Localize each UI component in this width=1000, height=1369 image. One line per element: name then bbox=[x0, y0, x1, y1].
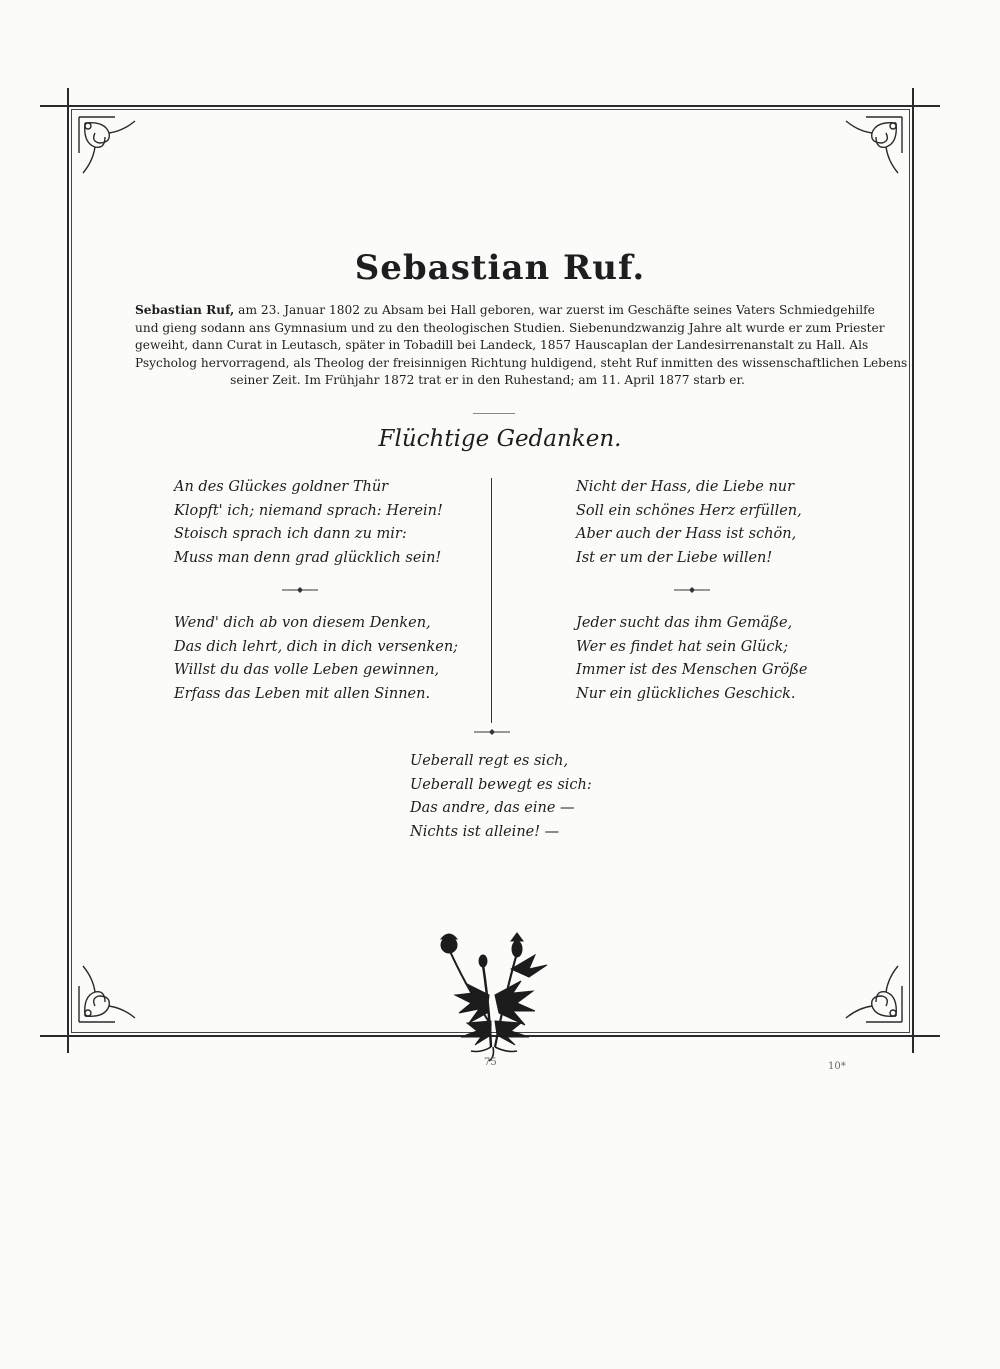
stanza-separator-icon bbox=[472, 728, 512, 736]
poem-stanza bbox=[576, 476, 802, 570]
author-title: Sebastian Ruf. bbox=[354, 248, 646, 288]
poem-line: An des Glückes goldner Thür bbox=[174, 479, 389, 495]
thistle-vignette-icon bbox=[425, 925, 565, 1065]
poem-stanza bbox=[174, 476, 443, 570]
border-extension-top bbox=[40, 105, 940, 107]
poem-line: Ueberall bewegt es sich: bbox=[410, 776, 592, 793]
poem-line: Immer ist des Menschen Größe bbox=[576, 662, 808, 678]
poem-title: Flüchtige Gedanken. bbox=[378, 426, 622, 452]
border-extension-right bbox=[912, 88, 914, 1053]
poem-line: Wend' dich ab von diesem Denken, bbox=[174, 615, 431, 631]
bio-line bbox=[135, 302, 875, 320]
poem-line: Klopft' ich; niemand sprach: Herein! bbox=[174, 502, 443, 519]
bio-author-name: Sebastian Ruf, bbox=[135, 303, 235, 317]
bio-line: seiner Zeit. Im Frühjahr 1872 trat er in den Ruhestand; am 11. April 1877 starb er. bbox=[230, 373, 745, 388]
poem-line: Muss man denn grad glücklich sein! bbox=[174, 549, 442, 566]
poem-line: Nicht der Hass, die Liebe nur bbox=[576, 479, 795, 495]
column-divider bbox=[491, 478, 492, 723]
poem-line: Wer es findet hat sein Glück; bbox=[576, 638, 789, 655]
poem-line: Das andre, das eine — bbox=[410, 800, 575, 816]
poem-line: Jeder sucht das ihm Gemäße, bbox=[576, 615, 793, 631]
bio-line-text: am 23. Januar 1802 zu Absam bei Hall geboren, war zuerst im Geschäfte seines Vaters Schmiedgehilfe bbox=[234, 303, 875, 317]
poem-line: Stoisch sprach ich dann zu mir: bbox=[174, 526, 407, 542]
corner-ornament-icon bbox=[75, 113, 145, 183]
bio-line: Psycholog hervorragend, als Theolog der freisinnigen Richtung huldigend, steht Ruf inmitten des wissenschaftlichen Lebens bbox=[135, 355, 908, 370]
poem-line: Nichts ist alleine! — bbox=[410, 823, 560, 840]
poem-line: Ueberall regt es sich, bbox=[410, 753, 569, 769]
signature-mark: 10* bbox=[828, 1061, 846, 1072]
poem-line: Ist er um der Liebe willen! bbox=[576, 549, 773, 566]
poem-line: Aber auch der Hass ist schön, bbox=[576, 526, 797, 542]
poem-stanza bbox=[174, 612, 458, 706]
section-divider bbox=[473, 413, 515, 414]
border-extension-left bbox=[67, 88, 69, 1053]
page-number: 75 bbox=[484, 1057, 497, 1068]
stanza-separator-icon bbox=[280, 586, 320, 594]
stanza-separator-icon bbox=[672, 586, 712, 594]
corner-ornament-icon bbox=[836, 956, 906, 1026]
poem-stanza bbox=[410, 750, 592, 844]
poem-line: Soll ein schönes Herz erfüllen, bbox=[576, 502, 802, 519]
corner-ornament-icon bbox=[75, 956, 145, 1026]
poem-line: Willst du das volle Leben gewinnen, bbox=[174, 662, 440, 678]
biography-paragraph bbox=[135, 302, 908, 390]
bio-line: und gieng sodann ans Gymnasium und zu den theologischen Studien. Siebenundzwanzig Jahre alt wurde er zum Priester bbox=[135, 320, 885, 335]
poem-line: Das dich lehrt, dich in dich versenken; bbox=[174, 638, 459, 655]
bio-line: geweiht, dann Curat in Leutasch, später in Tobadill bei Landeck, 1857 Hauscaplan der Landesirrenanstalt zu Hall. Als bbox=[135, 338, 869, 353]
poem-line: Nur ein glückliches Geschick. bbox=[576, 685, 796, 702]
poem-stanza bbox=[576, 612, 807, 706]
poem-line: Erfass das Leben mit allen Sinnen. bbox=[174, 685, 431, 702]
corner-ornament-icon bbox=[836, 113, 906, 183]
